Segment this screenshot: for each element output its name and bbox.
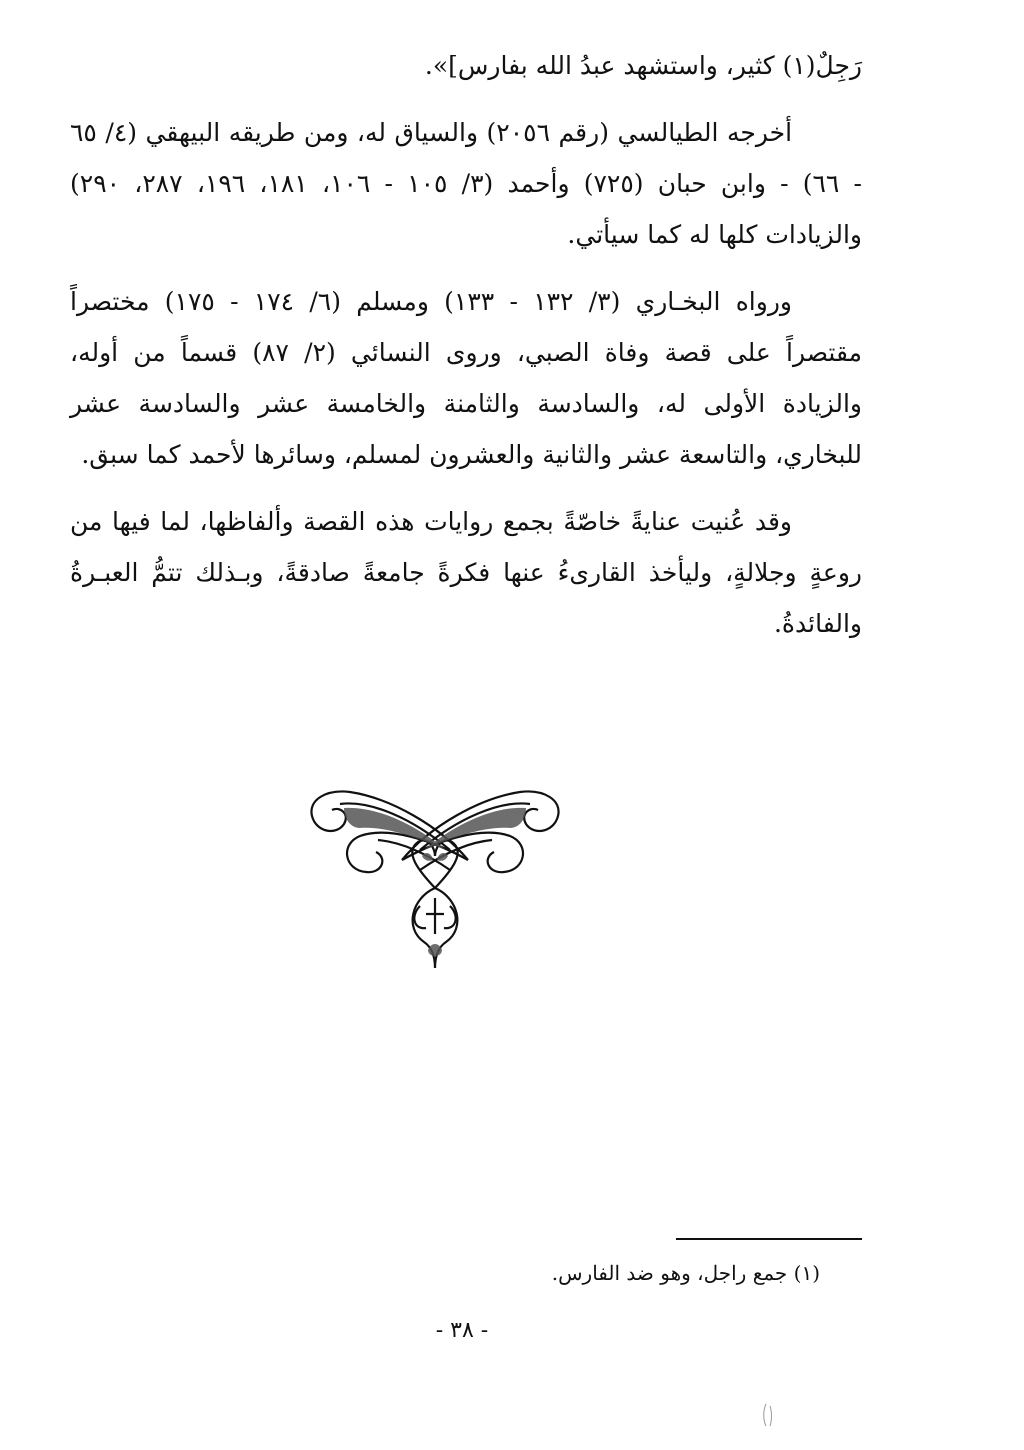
footnote: (١) جمع راجل، وهو ضد الفارس.	[551, 1261, 820, 1285]
paragraph-continuation: رَجِلٌ(١) كثير، واستشهد عبدُ الله بفارس]».	[424, 51, 862, 80]
paragraph-takhrij: أخرجه الطيالسي (رقم ٢٠٥٦) والسياق له، ومن طريقه البيهقي (٤/ ٦٥ - ٦٦) - وابن حبان (٧٢٥) وأحمد (٣/ ١٠٥ - ١٠٦، ١٨١، ١٩٦، ٢٨٧، ٢٩٠) والزيادات كلها له كما سيأتي.	[70, 118, 862, 249]
paragraph-author-note: وقد عُنيت عنايةً خاصّةً بجمع روايات هذه القصة وألفاظها، لما فيها من روعةٍ وجلالةٍ، وليأخذ القارىءُ عنها فكرةً جامعةً صادقةً، وبـذلك تتمُّ العبـرةُ والفائدةُ.	[70, 507, 862, 638]
footnote-separator	[676, 1238, 862, 1240]
page-number: - ٣٨ -	[435, 1318, 489, 1343]
paragraph-bukhari-muslim: ورواه البخـاري (٣/ ١٣٢ - ١٣٣) ومسلم (٦/ ١٧٤ - ١٧٥) مختصراً مقتصراً على قصة وفاة الصبي، وروى النسائي (٢/ ٨٧) قسماً من أوله، والزيادة الأولى له، والسادسة والثامنة والخامسة عشر والسادسة عشر للبخاري، والتاسعة عشر والثانية والعشرون لمسلم، وسائرها لأحمد كما سبق.	[70, 287, 862, 469]
stray-ink-mark	[760, 1402, 776, 1428]
decorative-ornament	[300, 778, 570, 970]
body-text	[70, 40, 862, 665]
